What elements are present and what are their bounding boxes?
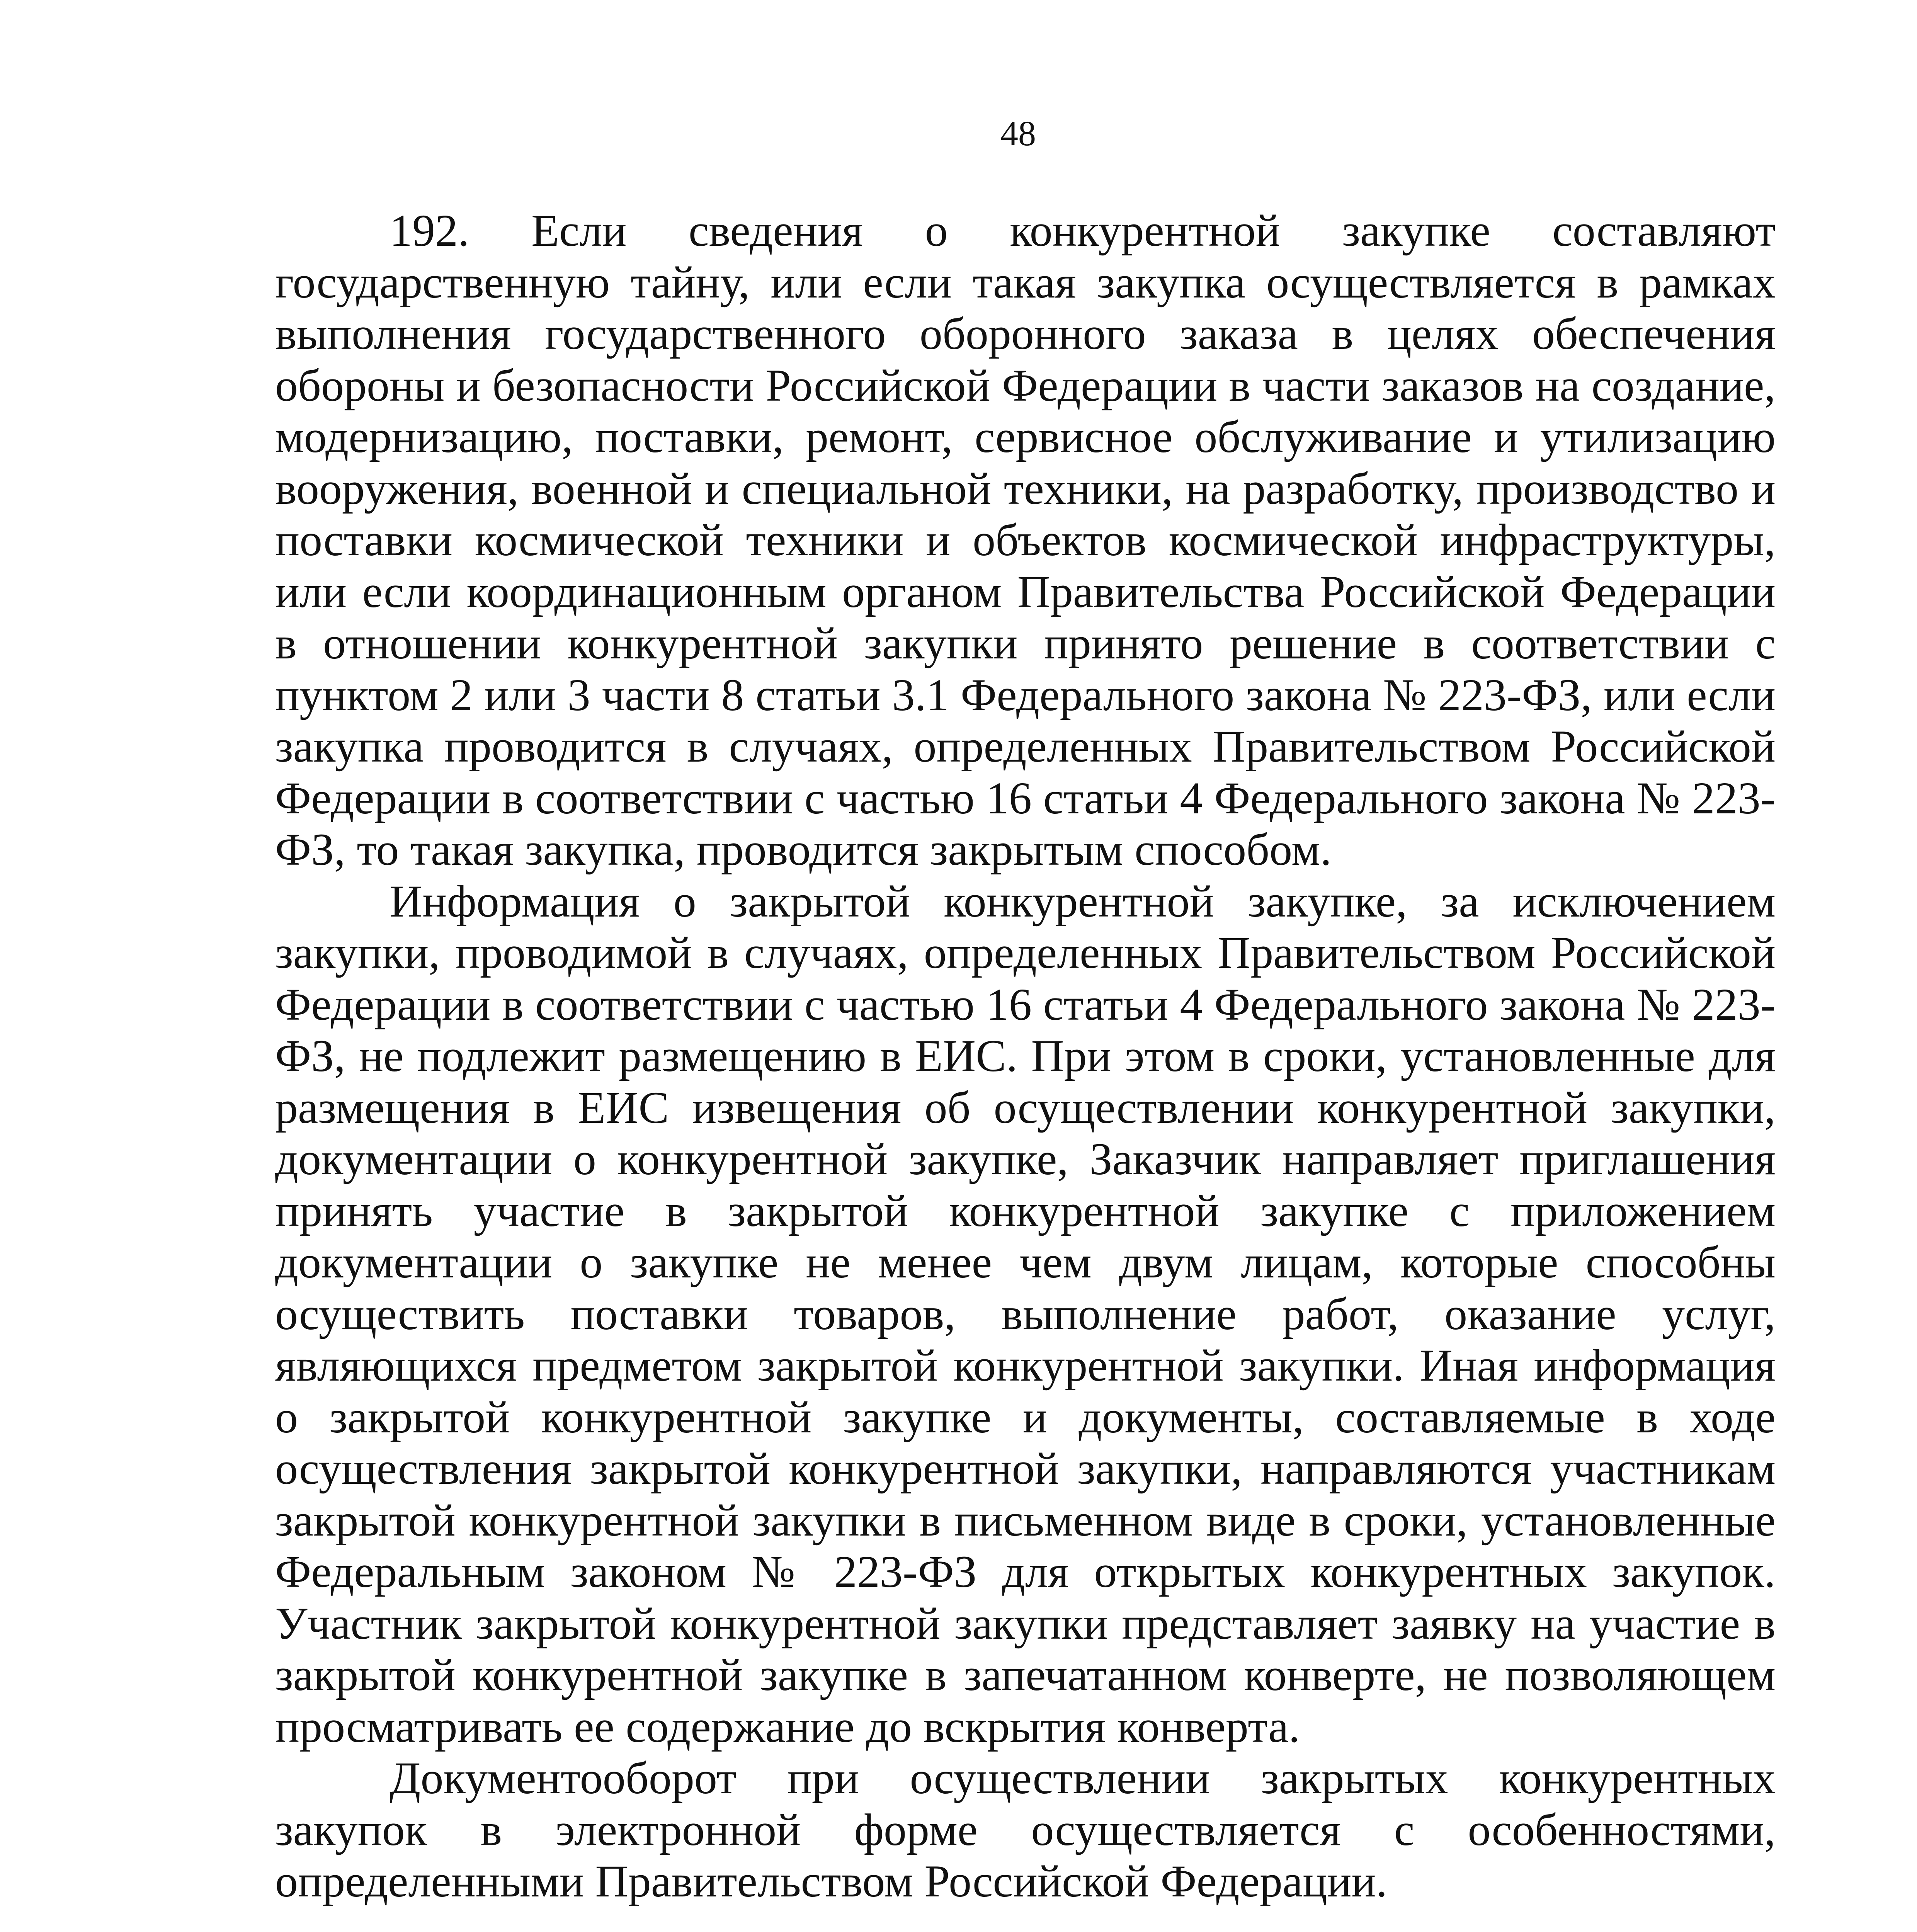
paragraph-192: 192. Если сведения о конкурентной закупке составляют государственную тайну, или если такая закупка осуществляется в рамках выполнения государственного оборонного заказа в целях обеспечения обороны и безопасности Российской Федерации в части заказов на создание, модернизацию, поставки, ремонт, сервисное обслуживание и утилизацию вооружения, военной и специальной техники, на разработку, производство и поставки космической техники и объектов космической инфраструктуры, или если координационным органом Правительства Российской Федерации в отношении конкурентной закупки принято решение в соответствии с пунктом 2 или 3 части 8 статьи 3.1 Федерального закона № 223-ФЗ, или если закупка проводится в случаях, определенных Правительством Российской Федерации в соответствии с частью 16 статьи 4 Федерального закона № 223-ФЗ, то такая закупка, проводится закрытым способом.	[275, 205, 1776, 875]
page-number: 48	[1000, 114, 1036, 153]
paragraph-electronic-document-flow: Документооборот при осуществлении закрытых конкурентных закупок в электронной форме осуществляется с особенностями, определенными Правительством Российской Федерации.	[275, 1753, 1776, 1906]
document-body	[275, 205, 1776, 1932]
paragraph-closed-procurement-info: Информация о закрытой конкурентной закупке, за исключением закупки, проводимой в случаях, определенных Правительством Российской Федерации в соответствии с частью 16 статьи 4 Федерального закона № 223-ФЗ, не подлежит размещению в ЕИС. При этом в сроки, установленные для размещения в ЕИС извещения об осуществлении конкурентной закупки, документации о конкурентной закупке, Заказчик направляет приглашения принять участие в закрытой конкурентной закупке с приложением документации о закупке не менее чем двум лицам, которые способны осуществить поставки товаров, выполнение работ, оказание услуг, являющихся предметом закрытой конкурентной закупки. Иная информация о закрытой конкурентной закупке и документы, составляемые в ходе осуществления закрытой конкурентной закупки, направляются участникам закрытой конкурентной закупки в письменном виде в сроки, установленные Федеральным законом № 223-ФЗ для открытых конкурентных закупок. Участник закрытой конкурентной закупки представляет заявку на участие в закрытой конкурентной закупке в запечатанном конверте, не позволяющем просматривать ее содержание до вскрытия конверта.	[275, 876, 1776, 1752]
